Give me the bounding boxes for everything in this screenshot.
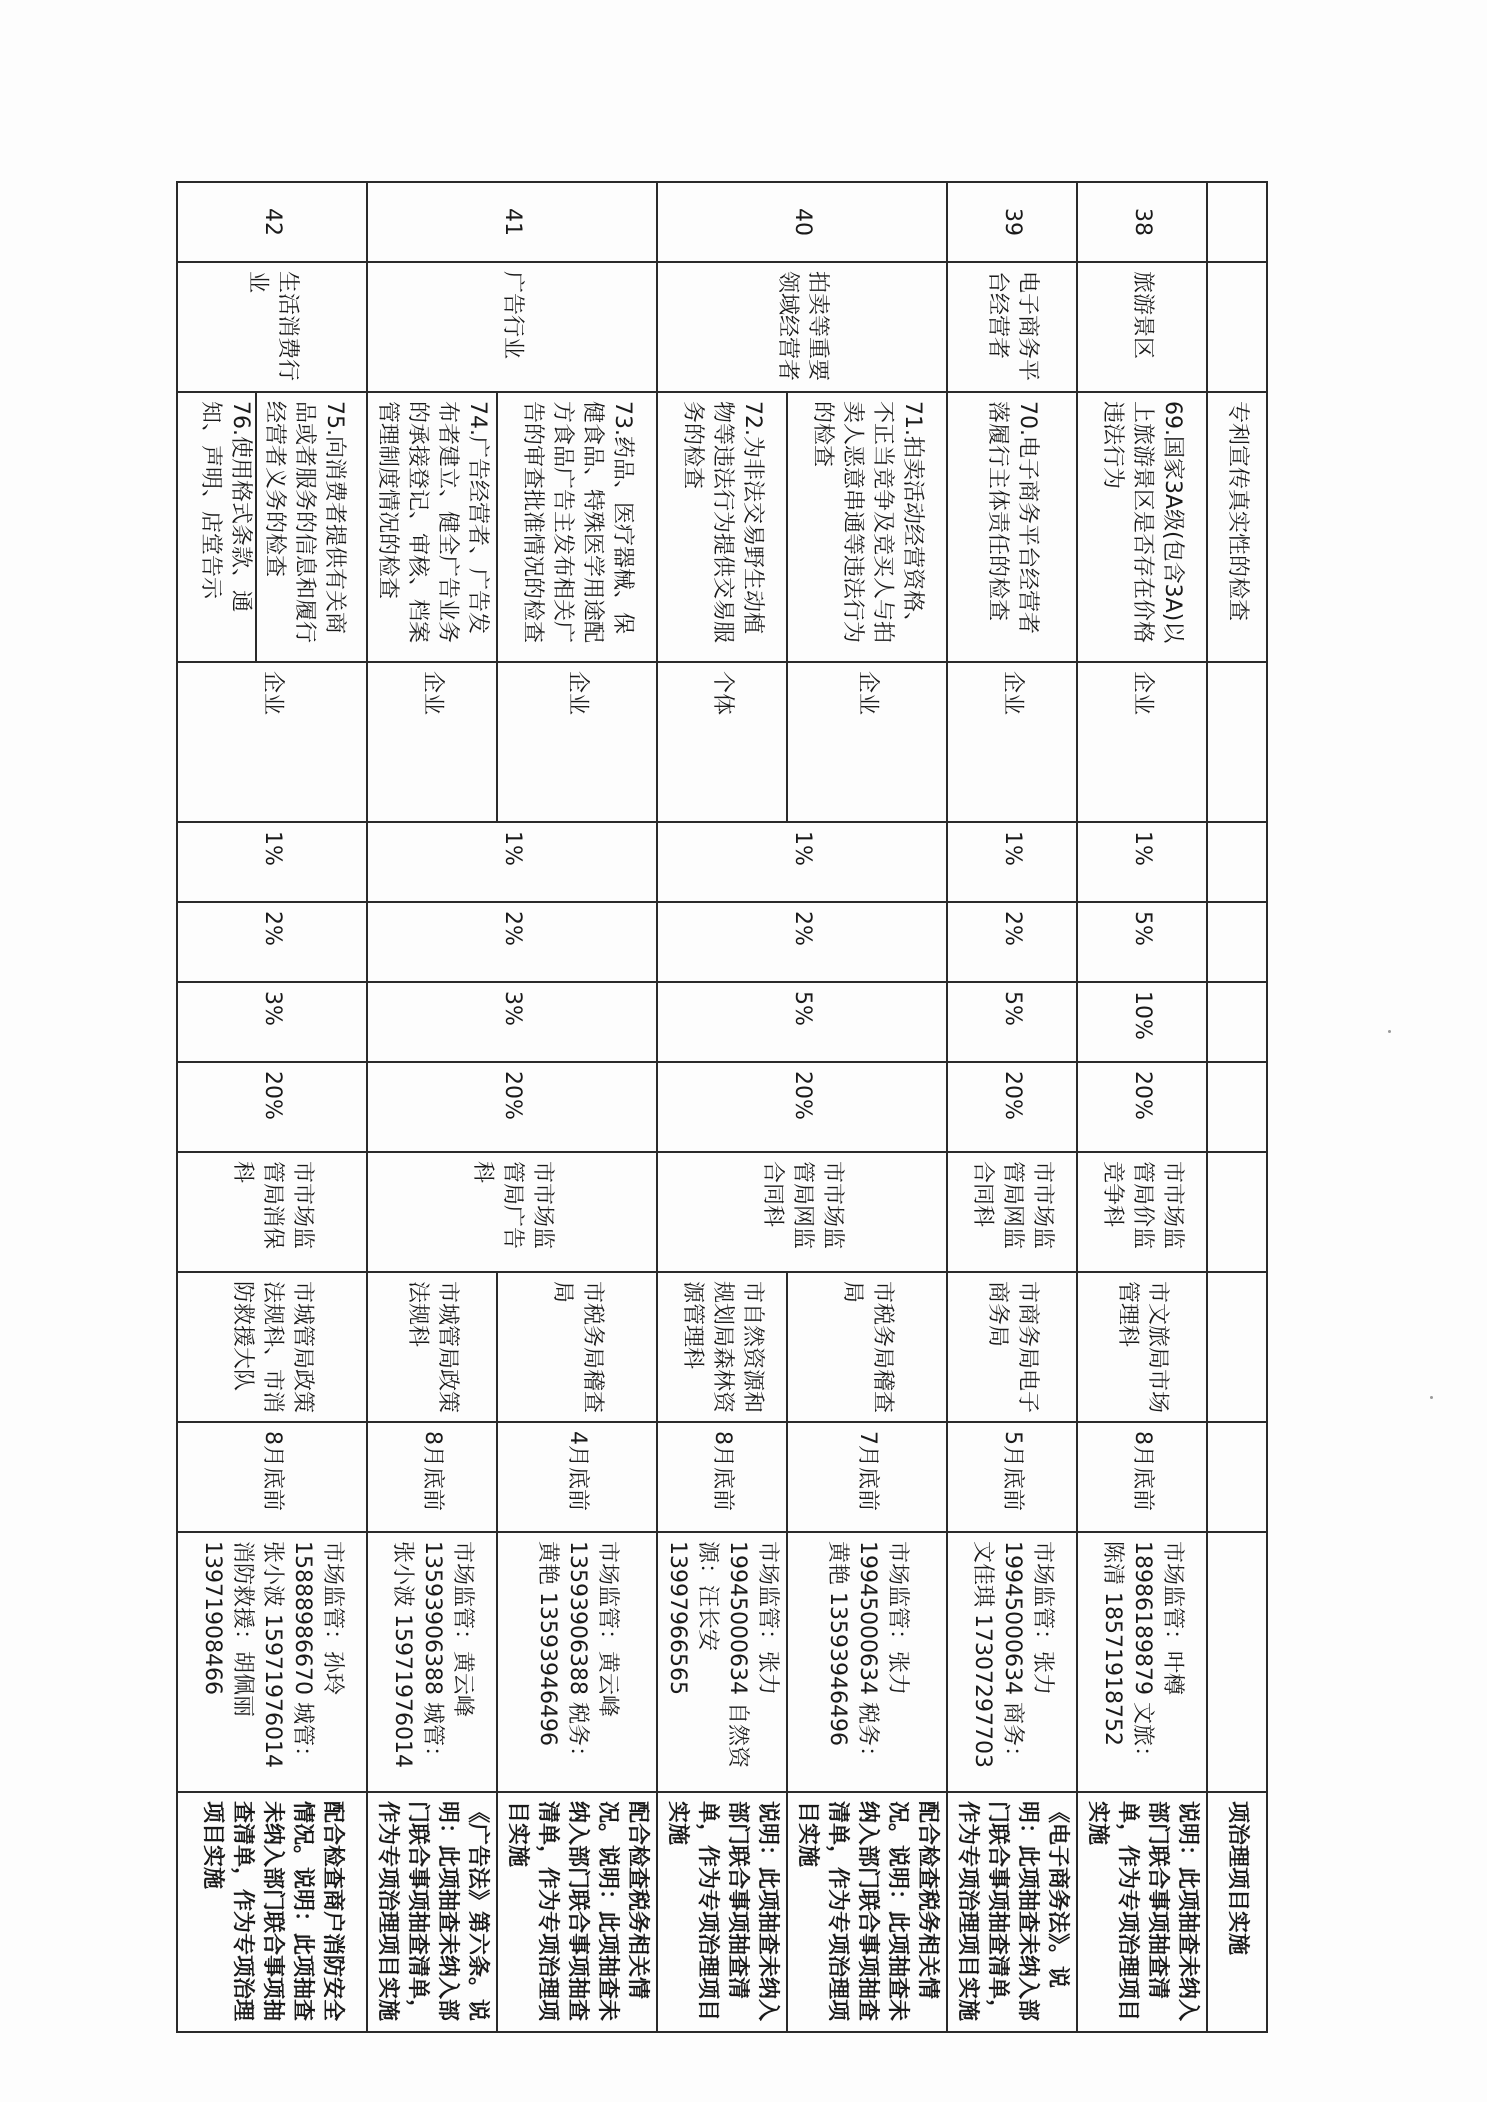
cell-note-continued: 项治理项目实施 xyxy=(1207,1792,1267,2032)
cell-contacts: 市场监管：张力 19945000634 自然资源：汪长安 13997966565 xyxy=(657,1532,787,1792)
cell-check-item: 70.电子商务平台经营者落履行主体责任的检查 xyxy=(947,392,1077,662)
cell-empty xyxy=(1207,182,1267,262)
cell-coop-dept: 市自然资源和规划局森林资源管理科 xyxy=(657,1272,787,1422)
cell-note: 说明：此项抽查未纳入部门联合事项抽查清单，作为专项治理项目实施 xyxy=(1077,1792,1207,2032)
cell-coop-dept: 市文旅局市场管理科 xyxy=(1077,1272,1207,1422)
cell-deadline: 5月底前 xyxy=(947,1422,1077,1532)
cell-deadline: 4月底前 xyxy=(497,1422,657,1532)
cell-ratio-4: 20% xyxy=(177,1062,367,1152)
check-item-line: 75.向消费者提供有关商品或者服务的信息和履行经营者义务的检查 xyxy=(262,401,347,644)
table-row xyxy=(497,182,657,2032)
cell-ratio-2: 2% xyxy=(657,902,947,982)
cell-note: 《广告法》第六条。说明：此项抽查未纳入部门联合事项抽查清单，作为专项治理项目实施 xyxy=(367,1792,497,2032)
cell-industry: 拍卖等重要领域经营者 xyxy=(657,262,947,392)
cell-subject-type: 企业 xyxy=(497,662,657,822)
scan-speck xyxy=(1388,1030,1391,1033)
rotated-table-wrapper xyxy=(188,181,1268,2031)
cell-subject-type: 企业 xyxy=(787,662,947,822)
cell-deadline: 8月底前 xyxy=(657,1422,787,1532)
table-row xyxy=(1077,182,1207,2032)
cell-coop-dept: 市税务局稽查局 xyxy=(497,1272,657,1422)
cell-empty xyxy=(1207,982,1267,1062)
cell-note: 配合检查商户消防安全情况。说明：此项抽查未纳入部门联合事项抽查清单，作为专项治理项目实施 xyxy=(177,1792,367,2032)
cell-check-item: 71.拍卖活动经营资格、不正当竞争及竞买人与拍卖人恶意串通等违法行为的检查 xyxy=(787,392,947,662)
cell-deadline: 7月底前 xyxy=(787,1422,947,1532)
cell-note: 《电子商务法》。说明：此项抽查未纳入部门联合事项抽查清单，作为专项治理项目实施 xyxy=(947,1792,1077,2032)
table-row xyxy=(1207,182,1267,2032)
cell-ratio-2: 2% xyxy=(177,902,367,982)
cell-industry: 生活消费行业 xyxy=(177,262,367,392)
cell-coop-dept: 市城管局政策法规科、市消防救援大队 xyxy=(177,1272,367,1422)
cell-deadline: 8月底前 xyxy=(177,1422,367,1532)
cell-ratio-3: 10% xyxy=(1077,982,1207,1062)
cell-ratio-2: 2% xyxy=(367,902,657,982)
cell-check-item: 69.国家3A级(包含3A)以上旅游景区是否存在价格违法行为 xyxy=(1077,392,1207,662)
cell-subject-type: 企业 xyxy=(367,662,497,822)
cell-industry: 电子商务平台经营者 xyxy=(947,262,1077,392)
check-item-line: 76.使用格式条款、通知、声明、店堂告示 xyxy=(195,393,257,661)
cell-row-number: 41 xyxy=(367,182,657,262)
cell-contacts: 市场监管：黄云峰 13593906388 城管：张小波 15971976014 xyxy=(367,1532,497,1792)
cell-row-number: 39 xyxy=(947,182,1077,262)
cell-ratio-1: 1% xyxy=(177,822,367,902)
cell-check-item xyxy=(177,392,367,662)
inspection-table xyxy=(176,181,1268,2033)
cell-empty xyxy=(1207,1152,1267,1272)
cell-lead-dept: 市市场监管局广告科 xyxy=(367,1152,657,1272)
cell-ratio-4: 20% xyxy=(657,1062,947,1152)
cell-note: 配合检查税务相关情况。说明：此项抽查未纳入部门联合事项抽查清单，作为专项治理项目实施 xyxy=(497,1792,657,2032)
cell-industry: 广告行业 xyxy=(367,262,657,392)
cell-lead-dept: 市市场监管局网监合同科 xyxy=(947,1152,1077,1272)
cell-ratio-3: 3% xyxy=(177,982,367,1062)
cell-ratio-3: 3% xyxy=(367,982,657,1062)
cell-coop-dept: 市城管局政策法规科 xyxy=(367,1272,497,1422)
cell-contacts: 市场监管：张力 19945000634 税务：黄艳 13593946496 xyxy=(787,1532,947,1792)
cell-check-item: 74.广告经营者、广告发布者建立、健全广告业务的承接登记、审核、档案管理制度情况的检查 xyxy=(367,392,497,662)
cell-item-continued: 专利宣传真实性的检查 xyxy=(1207,392,1267,662)
cell-row-number: 42 xyxy=(177,182,367,262)
cell-subject-type: 企业 xyxy=(947,662,1077,822)
scan-speck xyxy=(1430,1396,1433,1399)
cell-lead-dept: 市市场监管局价监竞争科 xyxy=(1077,1152,1207,1272)
cell-subject-type: 企业 xyxy=(177,662,367,822)
cell-note: 配合检查税务相关情况。说明：此项抽查未纳入部门联合事项抽查清单，作为专项治理项目实施 xyxy=(787,1792,947,2032)
cell-contacts: 市场监管：张力 19945000634 商务：文佳琪 17307297703 xyxy=(947,1532,1077,1792)
cell-empty xyxy=(1207,1062,1267,1152)
cell-empty xyxy=(1207,1422,1267,1532)
cell-ratio-4: 20% xyxy=(1077,1062,1207,1152)
cell-empty xyxy=(1207,902,1267,982)
cell-empty xyxy=(1207,822,1267,902)
cell-empty xyxy=(1207,262,1267,392)
cell-lead-dept: 市市场监管局消保科 xyxy=(177,1152,367,1272)
cell-contacts: 市场监管：孙玲 15888986670 城管：张小波 15971976014 消防救援：胡佩丽 13971908466 xyxy=(177,1532,367,1792)
cell-check-item: 73.药品、医疗器械、保健食品、特殊医学用途配方食品广告主发布相关广告的审查批准情况的检查 xyxy=(497,392,657,662)
cell-ratio-3: 5% xyxy=(947,982,1077,1062)
cell-ratio-3: 5% xyxy=(657,982,947,1062)
cell-subject-type: 个体 xyxy=(657,662,787,822)
cell-contacts: 市场监管：黄云峰 13593906388 税务：黄艳 13593946496 xyxy=(497,1532,657,1792)
cell-empty xyxy=(1207,1532,1267,1792)
cell-ratio-1: 1% xyxy=(657,822,947,902)
cell-deadline: 8月底前 xyxy=(1077,1422,1207,1532)
table-row xyxy=(947,182,1077,2032)
cell-industry: 旅游景区 xyxy=(1077,262,1207,392)
cell-ratio-2: 2% xyxy=(947,902,1077,982)
cell-empty xyxy=(1207,662,1267,822)
cell-row-number: 38 xyxy=(1077,182,1207,262)
cell-coop-dept: 市税务局稽查局 xyxy=(787,1272,947,1422)
cell-contacts: 市场监管：叶樽 18986189879 文旅：陈清 18571918752 xyxy=(1077,1532,1207,1792)
cell-deadline: 8月底前 xyxy=(367,1422,497,1532)
cell-ratio-1: 1% xyxy=(1077,822,1207,902)
cell-coop-dept: 市商务局电子商务局 xyxy=(947,1272,1077,1422)
cell-ratio-4: 20% xyxy=(367,1062,657,1152)
cell-ratio-1: 1% xyxy=(367,822,657,902)
cell-row-number: 40 xyxy=(657,182,947,262)
table-row xyxy=(177,182,367,2032)
cell-empty xyxy=(1207,1272,1267,1422)
cell-ratio-1: 1% xyxy=(947,822,1077,902)
cell-subject-type: 企业 xyxy=(1077,662,1207,822)
table-row xyxy=(787,182,947,2032)
cell-lead-dept: 市市场监管局网监合同科 xyxy=(657,1152,947,1272)
cell-ratio-2: 5% xyxy=(1077,902,1207,982)
cell-check-item: 72.为非法交易野生动植物等违法行为提供交易服务的检查 xyxy=(657,392,787,662)
cell-ratio-4: 20% xyxy=(947,1062,1077,1152)
cell-note: 说明：此项抽查未纳入部门联合事项抽查清单，作为专项治理项目实施 xyxy=(657,1792,787,2032)
